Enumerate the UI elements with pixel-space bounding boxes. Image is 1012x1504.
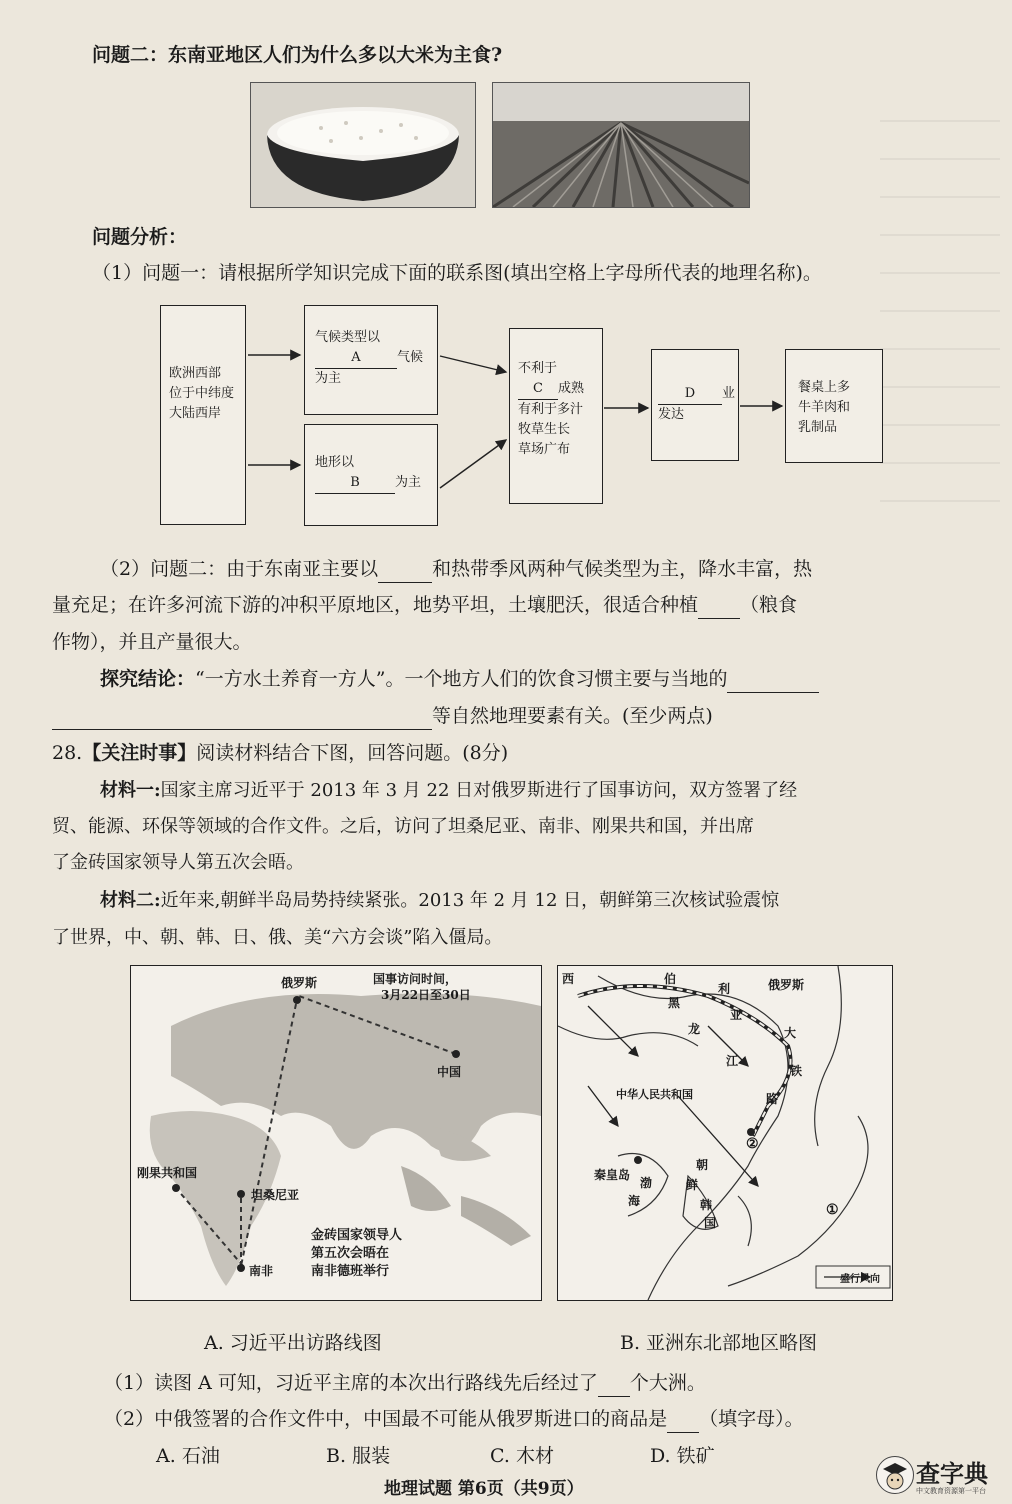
material2-text1: 近年来,朝鲜半岛局势持续紧张。2013 年 2 月 12 日，朝鲜第三次核试验震惊 xyxy=(160,890,780,911)
conclusion-line1 xyxy=(100,666,819,693)
flow-box5-suffix: 业 xyxy=(722,386,736,401)
map-b-caption: B. 亚洲东北部地区略图 xyxy=(620,1332,818,1354)
sub1-a: （1）读图 A 可知，习近平主席的本次出行路线先后经过了 xyxy=(104,1372,598,1394)
sub2-b: （填字母）。 xyxy=(699,1408,804,1430)
option-text: 铁矿 xyxy=(676,1445,715,1467)
map-a-note-1: 金砖国家领导人 xyxy=(311,1228,403,1243)
conclusion-blank-1[interactable] xyxy=(727,666,819,693)
flow-box6-line: 乳制品 xyxy=(798,420,838,435)
flow-box2-line3: 为主 xyxy=(315,371,342,386)
map-a-russia: 俄罗斯 xyxy=(281,976,318,990)
option-text: 服装 xyxy=(352,1445,391,1467)
graduate-cap-icon xyxy=(876,1456,914,1494)
q28-number: 28. xyxy=(52,742,83,764)
option-d[interactable] xyxy=(650,1443,715,1469)
flow-box3-suffix: 为主 xyxy=(395,475,422,490)
flow-box1-line: 欧洲西部 xyxy=(169,366,222,381)
map-b-label: 伯 xyxy=(664,972,677,986)
map-b-drawing xyxy=(558,966,892,1300)
analysis-q1-intro: （1）问题一：请根据所学知识完成下面的联系图(填出空格上字母所代表的地理名称)。 xyxy=(92,262,822,284)
map-b-label: 韩 xyxy=(700,1198,713,1212)
option-a[interactable] xyxy=(156,1443,220,1469)
option-letter: A. xyxy=(156,1445,176,1467)
flow-box4-line: 草场广布 xyxy=(518,442,571,457)
map-b-marker-1: ① xyxy=(826,1202,839,1218)
flow-box2-line1: 气候类型以 xyxy=(315,330,381,345)
material1-line3: 了金砖国家领导人第五次会晤。 xyxy=(52,852,304,873)
q2-part2: 和热带季风两种气候类型为主，降水丰富，热 xyxy=(432,558,813,580)
option-letter: C. xyxy=(490,1445,510,1467)
q28-sub1 xyxy=(104,1370,706,1397)
material1-line2: 贸、能源、环保等领域的合作文件。之后，访问了坦桑尼亚、南非、刚果共和国，并出席 xyxy=(52,816,754,837)
map-a-caption: A. 习近平出访路线图 xyxy=(204,1332,382,1354)
page-footer: 地理试题 第6页（共9页） xyxy=(384,1479,584,1499)
map-b-legend: 盛行风向 xyxy=(840,1274,880,1285)
map-b-label: 铁 xyxy=(790,1064,803,1078)
flow-box2-suffix: 气候 xyxy=(397,350,424,365)
flow-box5-line2: 发达 xyxy=(658,407,685,422)
map-b-label: 国 xyxy=(704,1216,717,1230)
q2-blank-crop[interactable] xyxy=(698,592,740,619)
map-a-congo: 刚果共和国 xyxy=(137,1166,198,1180)
map-b-label: 路 xyxy=(766,1092,779,1106)
flow-box4-suffix: 成熟 xyxy=(558,381,585,396)
map-a-south-africa: 南非 xyxy=(249,1264,274,1278)
flow-box3-line1: 地形以 xyxy=(315,455,355,470)
map-a-note-2: 第五次会晤在 xyxy=(311,1246,390,1261)
analysis-q2-line2 xyxy=(52,592,797,619)
map-b-label: 朝 xyxy=(696,1158,709,1172)
material1-label: 材料一: xyxy=(100,780,161,801)
conclusion-text: “一方水土养育一方人”。一个地方人们的饮食习惯主要与当地的 xyxy=(195,668,728,690)
map-b-label: 利 xyxy=(718,982,731,996)
q28-tag: 【关注时事】 xyxy=(82,742,197,764)
q2-line2a: 量充足；在许多河流下游的冲积平原地区，地势平坦，土壤肥沃，很适合种植 xyxy=(52,594,699,616)
map-b-label: 大 xyxy=(784,1026,797,1040)
analysis-heading: 问题分析： xyxy=(92,226,188,248)
flow-box1-line: 位于中纬度 xyxy=(169,386,235,401)
logo-text: 查字典 xyxy=(916,1460,988,1488)
flow-box6-line: 牛羊肉和 xyxy=(798,400,851,415)
sub2-a: （2）中俄签署的合作文件中，中国最不可能从俄罗斯进口的商品是 xyxy=(104,1408,668,1430)
material2-line1 xyxy=(100,888,779,914)
flow-box4-line: 有利于多汁 xyxy=(518,402,584,417)
blank-B[interactable]: B xyxy=(315,473,395,494)
map-b-label: 西 xyxy=(562,972,575,986)
material2-label: 材料二: xyxy=(100,890,161,911)
sub2-blank[interactable] xyxy=(667,1406,699,1433)
map-a-visit-time-2: 3月22日至30日 xyxy=(381,988,471,1002)
map-b-label: 亚 xyxy=(730,1008,743,1022)
map-a-visit-route xyxy=(130,965,542,1301)
map-b-northeast-asia xyxy=(557,965,893,1301)
q28-heading xyxy=(52,740,508,766)
map-b-label: 龙 xyxy=(688,1022,701,1036)
map-b-label: 渤 xyxy=(640,1176,653,1190)
option-letter: D. xyxy=(650,1445,671,1467)
option-b[interactable] xyxy=(326,1443,390,1469)
material1-line1 xyxy=(100,778,797,804)
option-letter: B. xyxy=(326,1445,347,1467)
flow-arrows xyxy=(0,0,1012,560)
site-logo xyxy=(876,1452,1006,1500)
material2-line2: 了世界，中、朝、韩、日、俄、美“六方会谈”陷入僵局。 xyxy=(52,927,503,948)
sub1-blank[interactable] xyxy=(598,1370,630,1397)
flow-box6-line: 餐桌上多 xyxy=(798,380,851,395)
conclusion-blank-2[interactable] xyxy=(52,703,432,730)
map-a-visit-time-1: 国事访问时间， xyxy=(373,972,458,986)
flow-box4-line: 牧草生长 xyxy=(518,422,571,437)
q2-part1: （2）问题二：由于东南亚主要以 xyxy=(100,558,379,580)
q28-sub2 xyxy=(104,1406,804,1433)
map-b-label: 江 xyxy=(726,1054,739,1068)
map-b-label: 秦皇岛 xyxy=(594,1168,631,1182)
option-text: 木材 xyxy=(515,1445,554,1467)
option-c[interactable] xyxy=(490,1443,554,1469)
map-a-china: 中国 xyxy=(437,1065,462,1079)
conclusion-label: 探究结论： xyxy=(100,668,196,690)
analysis-q2-line3: 作物），并且产量很大。 xyxy=(52,631,252,653)
blank-C[interactable]: C xyxy=(518,379,558,400)
question2-title: 问题二：东南亚地区人们为什么多以大米为主食? xyxy=(92,44,503,66)
q28-instruction: 阅读材料结合下图，回答问题。(8分) xyxy=(196,742,509,764)
blank-D[interactable]: D xyxy=(658,384,722,405)
flow-box4-line1: 不利于 xyxy=(518,361,558,376)
flow-box1-line: 大陆西岸 xyxy=(169,406,222,421)
map-b-marker-2: ② xyxy=(746,1136,759,1152)
sub1-b: 个大洲。 xyxy=(629,1372,706,1394)
map-b-label: 海 xyxy=(628,1194,641,1208)
conclusion-line2 xyxy=(52,703,713,730)
logo-subtext: 中文教育资源第一平台 xyxy=(916,1487,986,1495)
analysis-q2-line1 xyxy=(100,556,812,583)
q2-line2b: （粮食 xyxy=(740,594,798,616)
option-text: 石油 xyxy=(181,1445,220,1467)
material1-text1: 国家主席习近平于 2013 年 3 月 22 日对俄罗斯进行了国事访问，双方签署了经 xyxy=(160,780,798,801)
map-b-label: 鲜 xyxy=(686,1178,699,1192)
blank-A[interactable]: A xyxy=(315,348,397,369)
map-a-tanzania: 坦桑尼亚 xyxy=(251,1188,300,1202)
map-a-note-3: 南非德班举行 xyxy=(311,1264,390,1279)
map-b-label: 黑 xyxy=(668,996,681,1010)
map-b-label: 俄罗斯 xyxy=(768,978,805,992)
conclusion-text2: 等自然地理要素有关。(至少两点) xyxy=(432,705,713,727)
q2-blank-climate[interactable] xyxy=(378,556,432,583)
map-b-label: 中华人民共和国 xyxy=(616,1088,693,1101)
